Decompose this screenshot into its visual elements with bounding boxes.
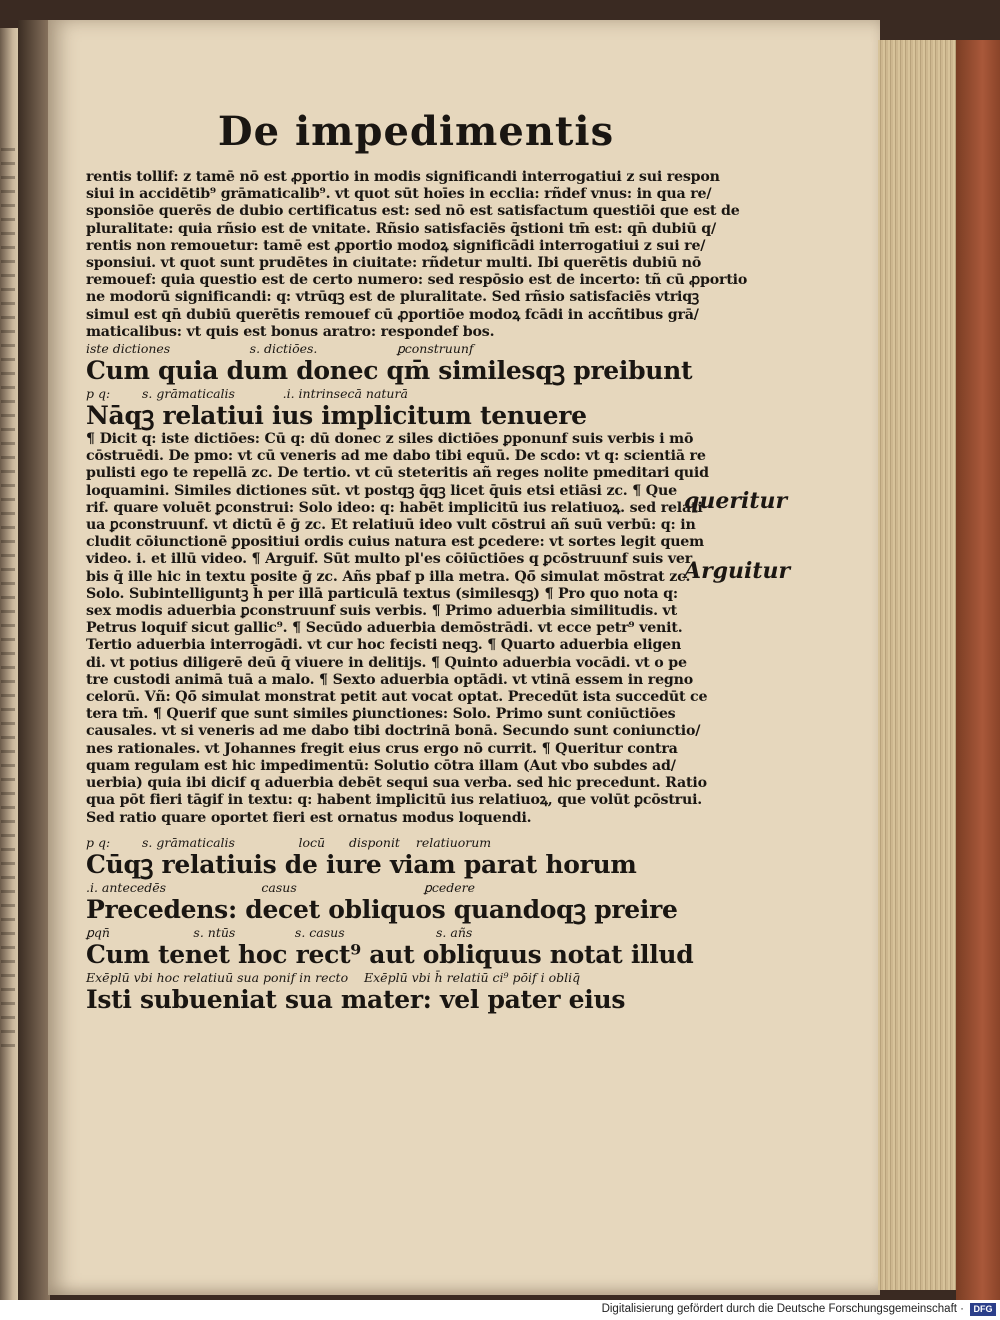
prose-line: ua ꝑconstruunf. vt dictū ē ḡ zc. Et relatiuū ideo vult cōstrui añ suū verbū: q: in [86, 517, 696, 534]
prose-line: siui in accidētib⁹ grāmaticalib⁹. vt quot sūt hoīes in ecclia: rñdef vnus: in qua re/ [86, 186, 712, 203]
verse-line: Cum quia dum donec qm̄ similesqꝫ preibunt [86, 356, 693, 386]
prose-line: tera tm̄. ¶ Querif que sunt similes ꝑiunctiones: Solo. Primo sunt coniūctiōes [86, 706, 676, 723]
page-heading: De impedimentis [217, 108, 615, 155]
prose-line: ¶ Dicit q: iste dictiōes: Cū q: dū donec z siles dictiōes ꝑponunf suis verbis i mō [86, 431, 694, 448]
prose-line: causales. vt si veneris ad me dabo tibi doctrinā bonā. Secundo sunt coniunctio/ [86, 723, 701, 740]
prose-line: sponsiui. vt quot sunt prudētes in ciuitate: rñdetur multi. Ibi querētis dubiū nō [86, 255, 702, 272]
interlinear-gloss: Exēplū vbi hoc relatiuū sua ponif in recto Exēplū vbi h̄ relatiū ci⁹ pōif i obliq̄ [86, 969, 581, 985]
prose-line: pluralitate: quia rñsio est de vnitate. Rñsio satisfaciēs q̄stioni tm̄ est: qn̄ dubiū q/ [86, 220, 717, 237]
interlinear-gloss: .i. antecedēs casus ꝑcedere [86, 879, 476, 895]
prose-block-1 [86, 169, 748, 341]
prose-line: Tertio aduerbia interrogādi. vt cur hoc fecisti neqꝫ. ¶ Quarto aduerbia eligen [86, 637, 682, 654]
prose-line: Sed ratio quare oportet fieri est ornatus modus loquendi. [86, 809, 532, 826]
prose-line: quam regulam est hic impedimentū: Solutio cōtra illam (Aut vbo subdes ad/ [86, 757, 676, 774]
prose-line: rentis non remouetur: tamē est ꝓportio modoꝝ significādi interrogatiui z sui re/ [86, 237, 706, 254]
verse-line: Cum tenet hoc rect⁹ aut obliquus notat illud [86, 939, 694, 969]
prose-line: bis q̄ ille hic in textu posite ḡ zc. Añs pbaf p illa metra. Qō̄ simulat mōstrat zc. [86, 568, 691, 585]
facing-page-text-fragment [1, 148, 15, 1048]
interlinear-gloss: p q: s. grāmaticalis locū disponit relatiuorum [86, 834, 492, 850]
prose-line: video. i. et illū video. ¶ Arguif. Sūt multo pl'es cōiūctiōes q ꝑcōstruunf suis ver [86, 551, 692, 568]
page-fore-edge [878, 40, 958, 1290]
prose-line: rentis tollif: z tamē nō est ꝓportio in modis significandi interrogatiui z sui respon [86, 169, 720, 185]
prose-line: Solo. Subintelliguntꝫ h̄ per illā particulā textus (similesqꝫ) ¶ Pro quo nota q: [86, 585, 678, 602]
interlinear-gloss: p q: s. grāmaticalis .i. intrinsecā naturā [86, 386, 408, 402]
prose-line: maticalibus: vt quis est bonus aratro: respondef bos. [86, 323, 495, 340]
facing-page-edge [0, 28, 18, 1300]
prose-line: sex modis aduerbia ꝑconstruunf suis verbis. ¶ Primo aduerbia similitudis. vt [86, 603, 677, 620]
verse-line: Precedens: decet obliquos quandoqꝫ preire [86, 894, 678, 924]
prose-line: celorū. Vñ: Qō̄ simulat monstrat petit aut vocat optat. Precedūt ista succedūt ce [86, 689, 708, 706]
prose-line: cludit cōiunctionē ꝑpositiui ordis cuius natura est ꝑcedere: vt sortes legit quem [86, 534, 704, 551]
prose-line: pulisti ego te repellā zc. De tertio. vt cū steteritis añ reges nolite pmeditari quid [86, 465, 709, 482]
prose-line: ne modorū significandi: q: vtrūqꝫ est de pluralitate. Sed rñsio satisfaciēs vtriqꝫ [86, 289, 699, 306]
prose-line: simul est qn̄ dubiū querētis remouef cū ꝓportiōe modoꝝ fcādi in accñtibus grā/ [86, 306, 699, 323]
prose-line: rif. quare voluēt ꝑconstrui: Solo ideo: q: habēt implicitū ius relatiuoꝝ. sed relati [86, 499, 703, 516]
prose-line: tre custodi animā tuā a malo. ¶ Sexto aduerbia optādi. vt vtinā essem in regno [86, 671, 693, 688]
footer-bar [0, 1300, 1000, 1320]
dfg-logo-icon: DFG [970, 1303, 996, 1316]
prose-line: loquamini. Similes dictiones sūt. vt postqꝫ q̄qꝫ licet q̄uis etsi etiāsi zc. ¶ Que [86, 482, 677, 499]
book-cover-edge [956, 40, 1000, 1300]
verse-line: Isti subueniat sua mater: vel pater eius [86, 984, 626, 1014]
prose-line: Petrus loquif sicut gallic⁹. ¶ Secūdo aduerbia demōstrādi. vt ecce petr⁹ venit. [86, 620, 683, 637]
margin-note-queritur: queritur [684, 488, 788, 514]
gutter-shadow [18, 20, 50, 1300]
prose-block-2 [86, 431, 709, 827]
prose-line: qua pōt fieri tāgif in textu: q: habent implicitū ius relatiuoꝝ, que volūt ꝑcōstrui. [86, 792, 702, 809]
verse-line: Nāqꝫ relatiui ius implicitum tenuere [86, 401, 587, 431]
margin-note-arguitur: Arguitur [684, 558, 791, 584]
interlinear-gloss: ꝑqn̄ s. ntūs s. casus s. añs [86, 924, 473, 940]
prose-line: nes rationales. vt Johannes fregit eius crus ergo nō currit. ¶ Queritur contra [86, 740, 678, 757]
prose-line: cōstruēdi. De pmo: vt cū veneris ad me dabo tibi equū. De scdo: vt q: scientiā re [86, 448, 706, 465]
prose-line: remouef: quia questio est de certo numero: sed respōsio est de incerto: tñ cū ꝓportio [86, 272, 748, 289]
verse-line: Cūqꝫ relatiuis de iure viam parat horum [86, 849, 637, 879]
interlinear-gloss: iste dictiones s. dictiōes. ꝑconstruunf [86, 341, 474, 357]
prose-line: sponsiōe querēs de dubio certificatus est: sed nō est satisfactum questiōi que est de [86, 203, 740, 220]
prose-line: di. vt potius diligerē deū q̄ viuere in delitijs. ¶ Quinto aduerbia vocādi. vt o pe [86, 654, 687, 671]
prose-line: uerbia) quia ibi dicif q aduerbia debēt sequi sua verba. sed hic precedunt. Ratio [86, 775, 707, 792]
funding-credit: Digitalisierung gefördert durch die Deutsche Forschungsgemeinschaft · [601, 1303, 964, 1315]
